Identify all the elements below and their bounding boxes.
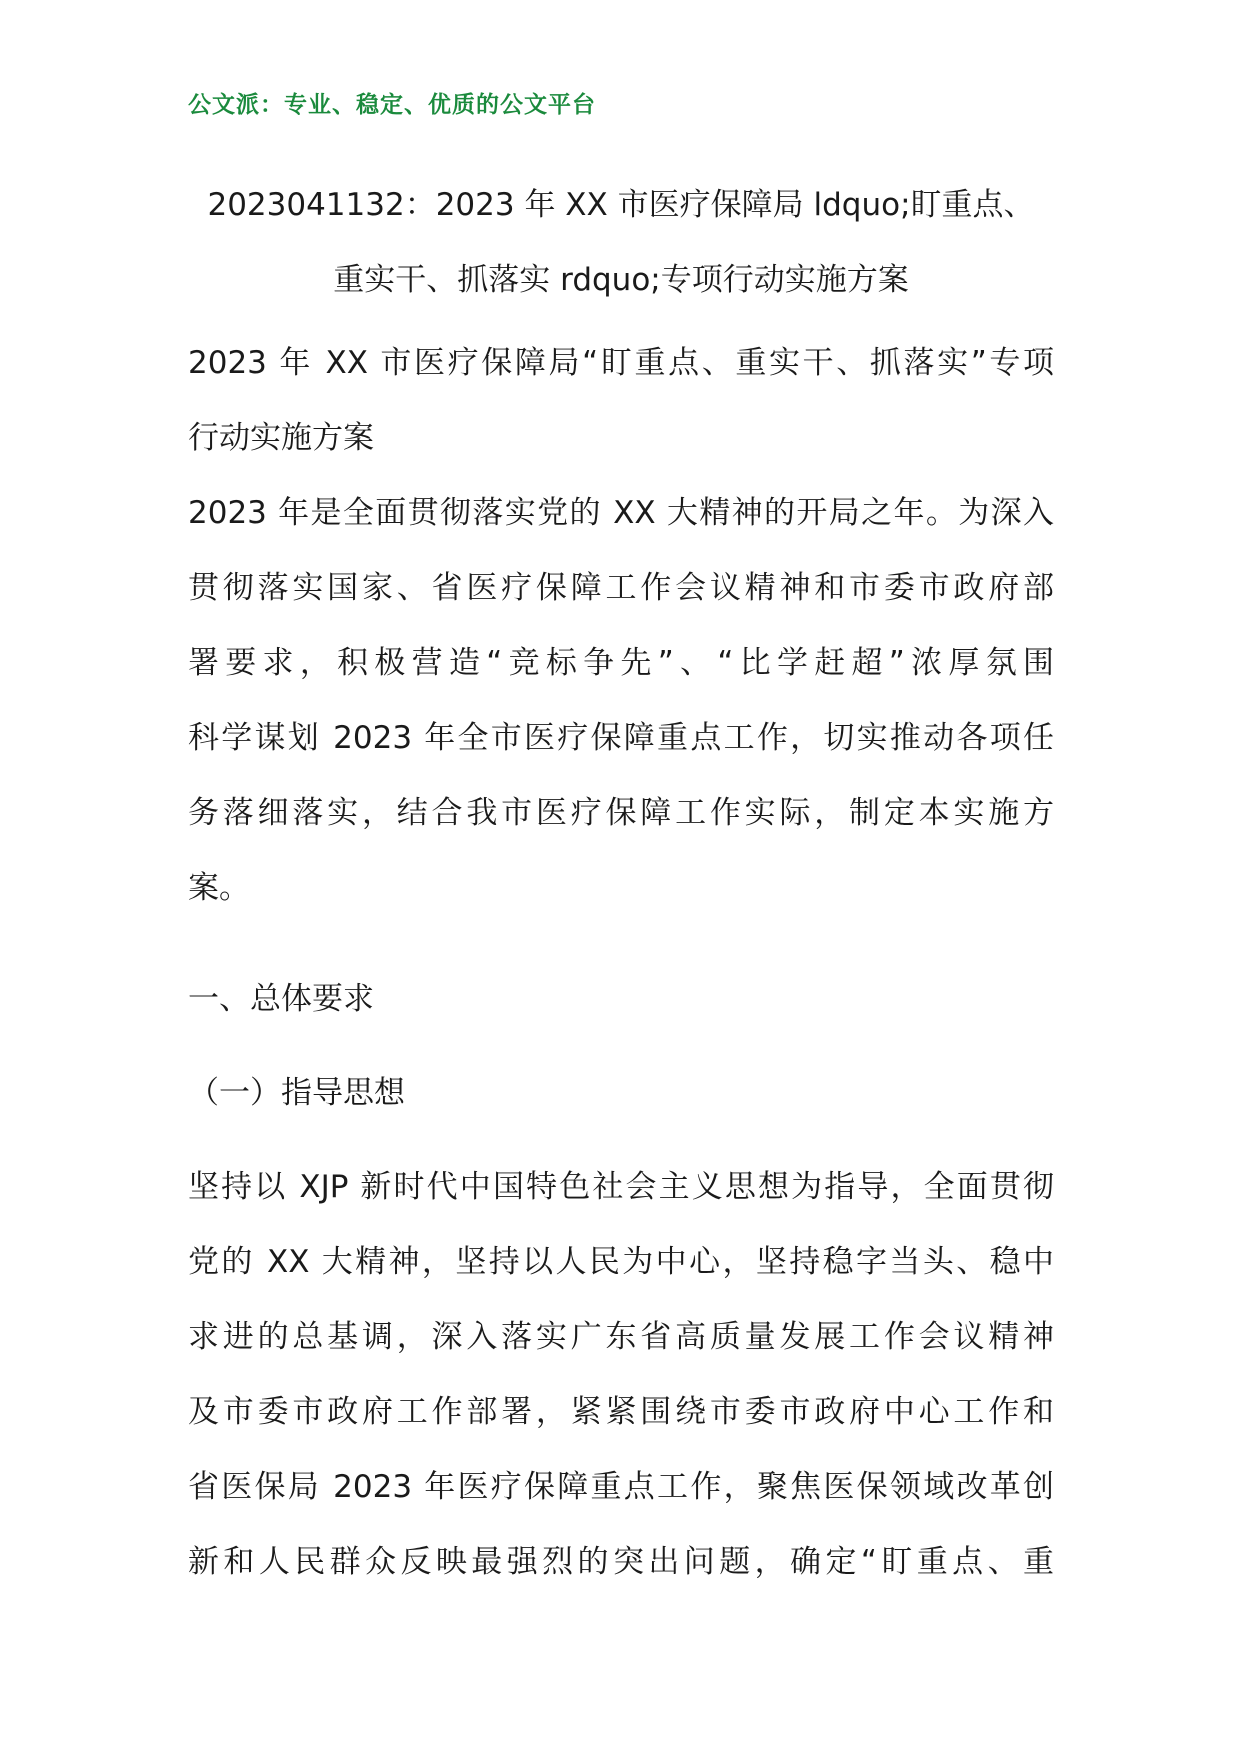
- paragraph-line: 科学谋划 2023 年全市医疗保障重点工作，切实推动各项任: [188, 720, 1054, 756]
- section-heading-text: 一、总体要求: [188, 981, 374, 1017]
- paragraph-line: 案。: [188, 870, 250, 906]
- paragraph-line: 务落细落实，结合我市医疗保障工作实际，制定本实施方: [188, 795, 1054, 831]
- intro-paragraph: [188, 476, 1054, 926]
- paragraph-line: 省医保局 2023 年医疗保障重点工作，聚焦医保领域改革创: [188, 1469, 1054, 1505]
- document-title-line: 重实干、抓落实 rdquo;专项行动实施方案: [333, 262, 909, 298]
- section-heading: [188, 962, 1054, 1037]
- subtitle-line: 2023 年 XX 市医疗保障局“盯重点、重实干、抓落实”专项: [188, 345, 1054, 381]
- brand-header: 公文派：专业、稳定、优质的公文平台: [188, 92, 596, 118]
- paragraph-line: 贯彻落实国家、省医疗保障工作会议精神和市委市政府部: [188, 570, 1054, 606]
- paragraph-line: 求进的总基调，深入落实广东省高质量发展工作会议精神: [188, 1319, 1054, 1355]
- guiding-paragraph: [188, 1150, 1054, 1600]
- paragraph-line: 新和人民群众反映最强烈的突出问题，确定“盯重点、重: [188, 1544, 1054, 1580]
- paragraph-line: 及市委市政府工作部署，紧紧围绕市委市政府中心工作和: [188, 1394, 1054, 1430]
- document-title: [188, 168, 1054, 318]
- subsection-heading: [188, 1056, 1054, 1131]
- paragraph-line: 党的 XX 大精神，坚持以人民为中心，坚持稳字当头、稳中: [188, 1244, 1054, 1280]
- paragraph-line: 2023 年是全面贯彻落实党的 XX 大精神的开局之年。为深入: [188, 495, 1054, 531]
- subsection-heading-text: （一）指导思想: [188, 1075, 405, 1111]
- document-subtitle: [188, 326, 1054, 476]
- paragraph-line: 署要求，积极营造“竞标争先”、“比学赶超”浓厚氛围: [188, 645, 1054, 681]
- paragraph-line: 坚持以 XJP 新时代中国特色社会主义思想为指导，全面贯彻: [188, 1169, 1054, 1205]
- subtitle-line: 行动实施方案: [188, 420, 374, 456]
- document-title-line: 2023041132：2023 年 XX 市医疗保障局 ldquo;盯重点、: [207, 187, 1035, 223]
